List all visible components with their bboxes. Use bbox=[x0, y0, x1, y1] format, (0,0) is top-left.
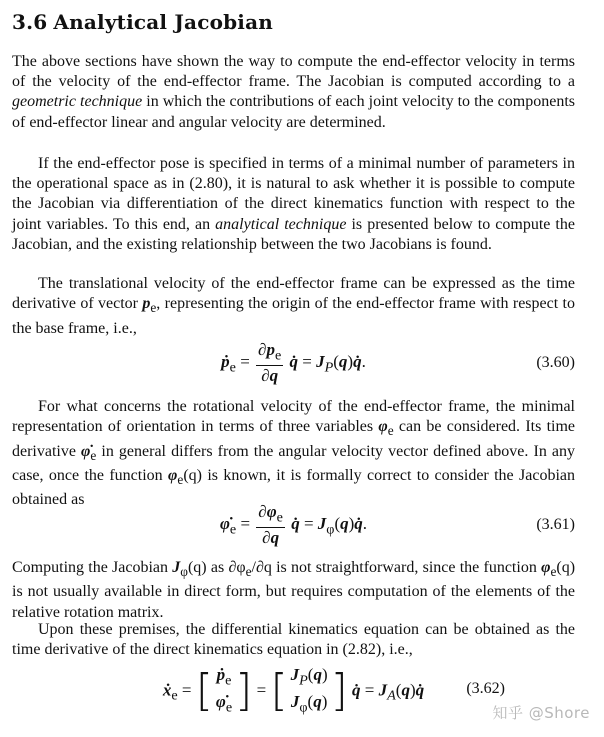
text: If the end-effector pose is specified in terms of a minimal number of parameters in the operational space as in (2.80), it is natural to ask whether it is possible to compute the Jacobian via differentiation of the direct kinematics function with respect to the joint variables. To this end, an bbox=[12, 155, 575, 233]
emphasis: analytical technique bbox=[215, 215, 347, 233]
zhihu-watermark bbox=[492, 702, 590, 723]
symbol: J bbox=[172, 559, 181, 576]
symbol: φ̇ bbox=[81, 442, 91, 460]
paragraph-2 bbox=[12, 154, 575, 255]
section-heading bbox=[12, 10, 273, 34]
text: , representing the origin of the end-effector frame with respect to the base frame, i.e., bbox=[12, 295, 575, 337]
subscript: e bbox=[150, 300, 157, 316]
text: (q) is not usually available in direct form, but requires computation of the elements of the relative rotation matrix. bbox=[12, 559, 576, 621]
watermark-text: 知乎 @Shore bbox=[492, 704, 590, 722]
paragraph-3 bbox=[12, 274, 575, 339]
text: Computing the Jacobian bbox=[12, 559, 173, 576]
equation-3-62 bbox=[12, 664, 575, 718]
text: (q) is known, it is formally correct to consider the Jacobian obtained as bbox=[12, 466, 575, 509]
equation-formula: $\varphi̇_e$ = $\frac{\partial\varphi_e}{\partial q}$ q̇ = $J_\varphi(q)q̇$. bbox=[219, 502, 368, 548]
section-title: Analytical Jacobian bbox=[53, 10, 273, 34]
equation-number: (3.60) bbox=[536, 354, 575, 371]
paragraph-1 bbox=[12, 52, 575, 133]
equation-3-61 bbox=[12, 502, 575, 556]
text: The above sections have shown the way to compute the end-effector velocity in terms of the velocity of the end-effector frame. The Jacobian is computed according to a bbox=[12, 53, 575, 91]
section-number: 3.6 bbox=[12, 10, 48, 34]
text: /∂q is not straightforward, since the function bbox=[251, 559, 542, 576]
subscript: e bbox=[90, 447, 97, 463]
equation-number: (3.61) bbox=[536, 516, 575, 533]
symbol: φ bbox=[168, 466, 178, 484]
subscript: φ bbox=[180, 564, 188, 580]
symbol: p bbox=[142, 295, 151, 313]
equation-formula: ẋ$_e$ = [ ṗ$_e$ $\varphi̇_e$ ] = [ $J_P(q)$ $J_\varphi(q)$ ] q̇ = $J_A(q)q̇$ bbox=[162, 665, 425, 717]
text: in general differs from the angular velocity vector defined above. In any case, once the function bbox=[12, 442, 575, 484]
symbol: φ bbox=[378, 418, 388, 436]
subscript: e bbox=[387, 423, 394, 439]
text: (q) as ∂φ bbox=[187, 559, 246, 576]
paragraph-6 bbox=[12, 620, 575, 660]
text: is presented below to compute the Jacobian, and the existing relationship between the two Jacobians is found. bbox=[12, 215, 575, 253]
emphasis: geometric technique bbox=[12, 93, 143, 111]
subscript: e bbox=[550, 564, 557, 580]
equation-formula: ṗ$_e$ = $\frac{\partial p_e}{\partial q}$ q̇ = $J_P(q)q̇$. bbox=[221, 340, 366, 386]
equation-3-60 bbox=[12, 340, 575, 394]
subscript: e bbox=[245, 564, 252, 580]
paragraph-4 bbox=[12, 397, 575, 511]
text: can be considered. Its time derivative bbox=[12, 418, 576, 460]
text: The translational velocity of the end-effector frame can be expressed as the time derivative of vector bbox=[12, 275, 575, 313]
text: Upon these premises, the differential kinematics equation can be obtained as the time derivative of the direct kinematics equation in (2.82), i.e., bbox=[12, 621, 575, 659]
text: in which the contributions of each joint velocity to the components of end-effector linear and angular velocity are determined. bbox=[12, 93, 575, 131]
text: For what concerns the rotational velocity of the end-effector frame, the minimal representation of orientation in terms of three variables bbox=[12, 398, 575, 436]
paragraph-5 bbox=[12, 558, 575, 623]
subscript: e bbox=[177, 472, 184, 488]
symbol: φ bbox=[541, 559, 551, 576]
equation-number: (3.62) bbox=[466, 680, 505, 697]
